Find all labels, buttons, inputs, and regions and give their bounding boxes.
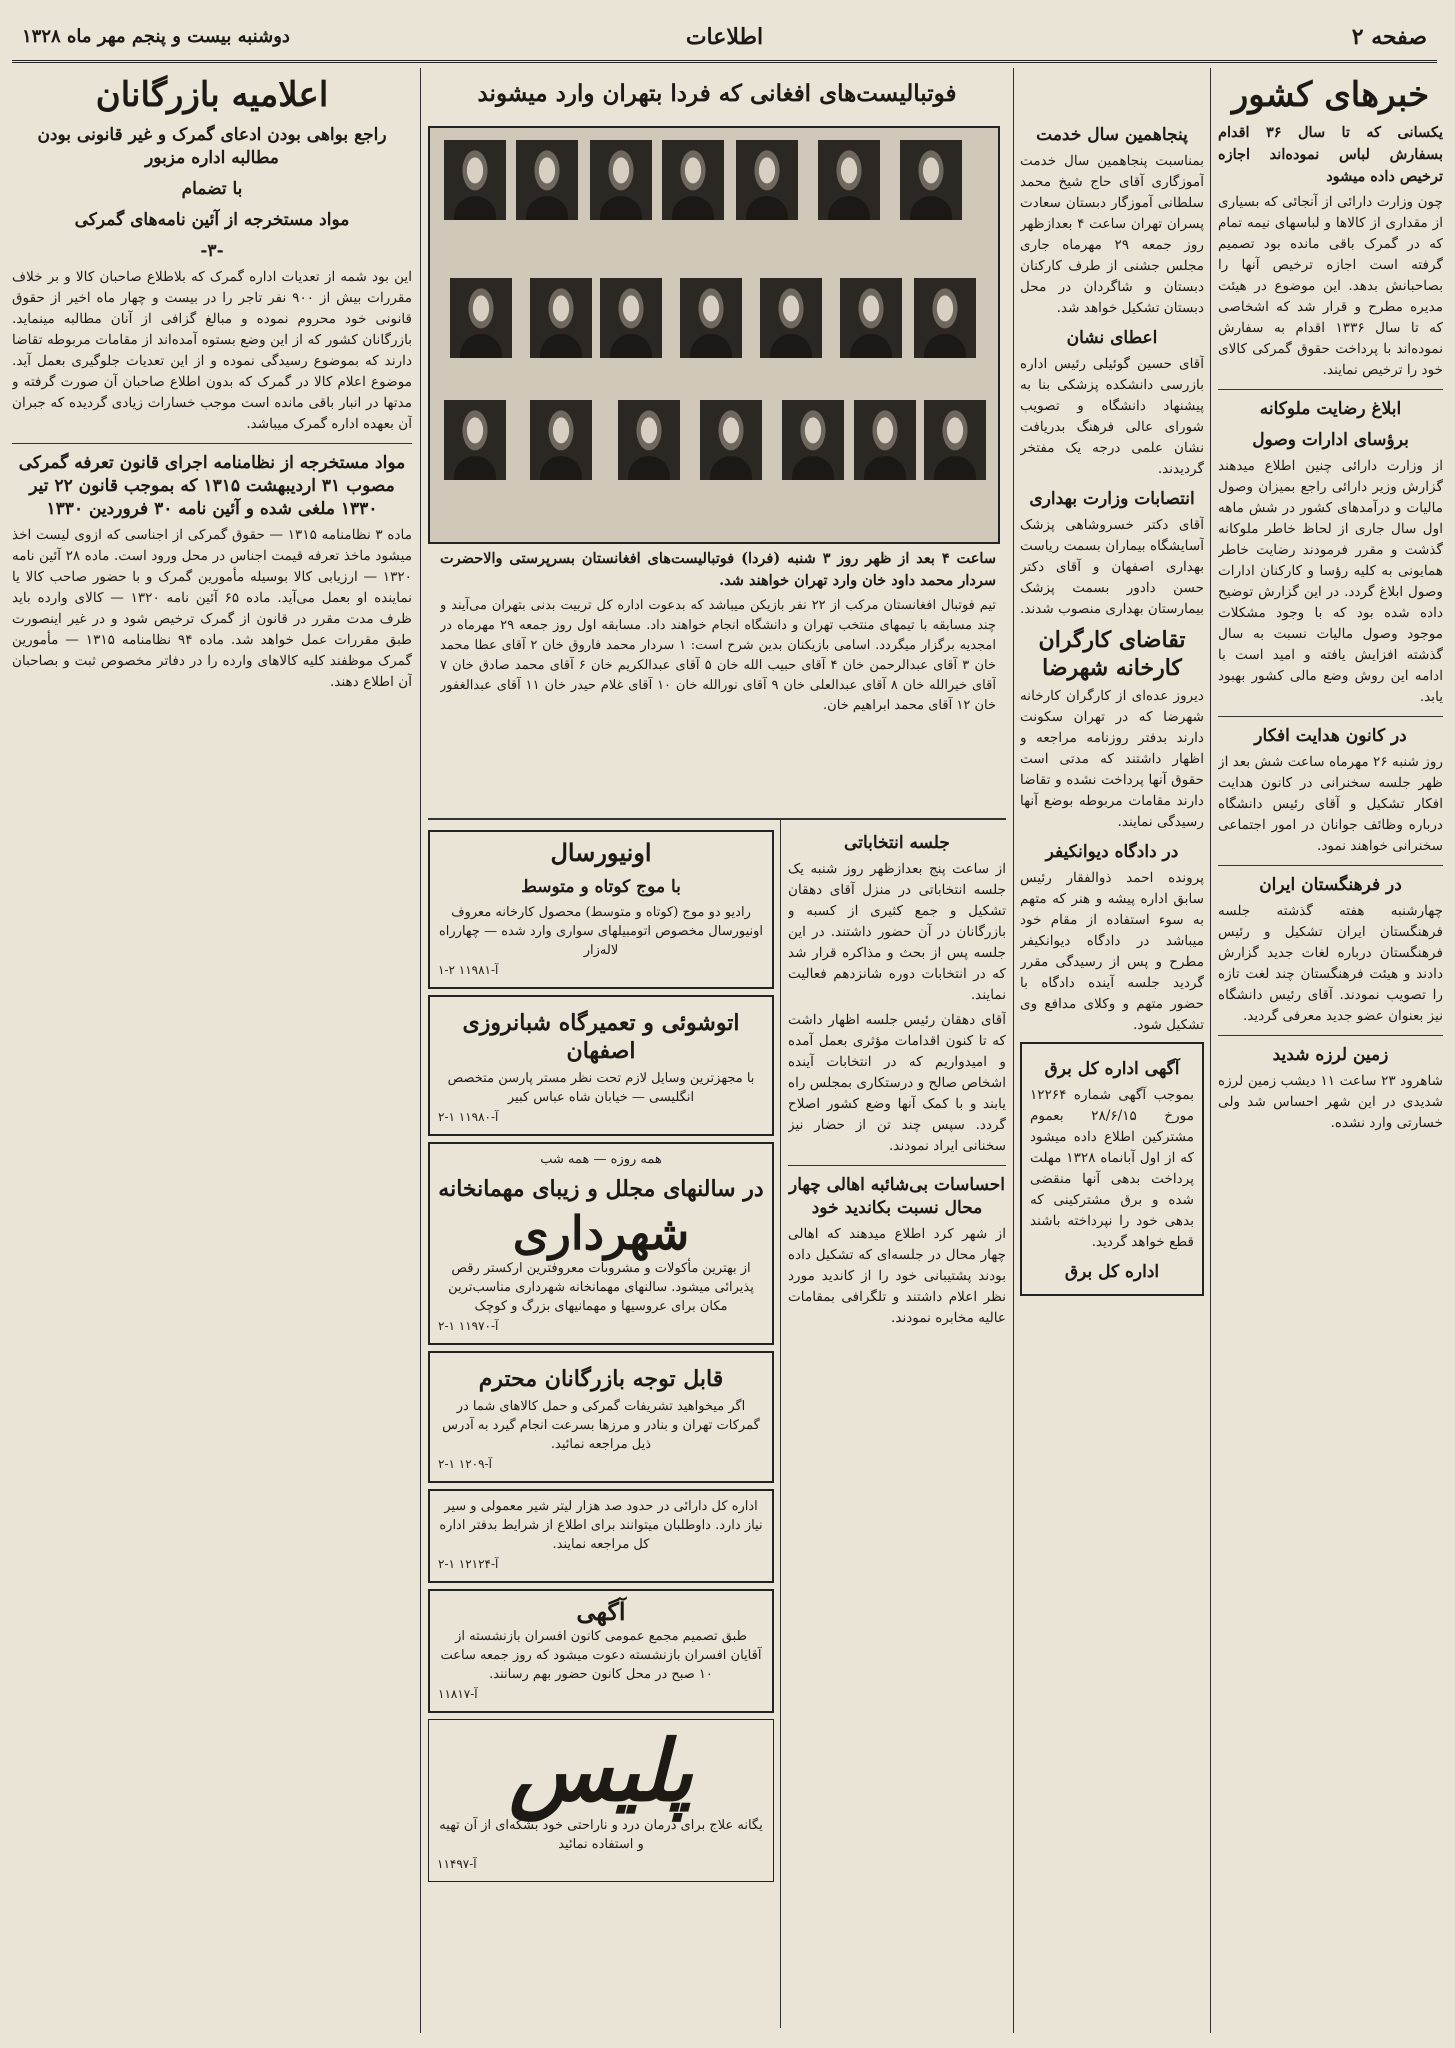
player-photo bbox=[736, 140, 798, 220]
article-body: ماده ۳ نظامنامه ۱۳۱۵ — حقوق گمرکی از اجناسی که ازوی لیست اخذ میشود ماخذ تعرفه قیمت اجناس در محل ورود است. ماده ۲۸ آئین نامه ۱۳۲۰ — ارزیابی کالا بوسیله مأمورین گمرک و با حضور صاحب کالا یا نماینده او بعمل می‌آید. ماده ۶۵ آئین نامه ۱۳۲۰ — کالای وارده باید ظرف مدت مقرر در قانون از گمرک ترخیص شود و در غیر اینصورت طبق مقررات عمل خواهد شد. ماده ۹۴ نظامنامه ۱۳۱۵ — مأمورین گمرک موظفند کلیه کالاهای وارده را در دفاتر مخصوص ثبت و بصاحبان آن اطلاع دهند. bbox=[12, 527, 412, 690]
headline: پنجاهمین سال خدمت bbox=[1036, 125, 1188, 145]
player-photo bbox=[516, 140, 578, 220]
player-photo bbox=[854, 400, 916, 480]
player-photo bbox=[450, 278, 512, 358]
article-body: از ساعت پنج بعدازظهر روز شنبه یک جلسه انتخاباتی در منزل آقای دهقان تشکیل و جمع کثیری از کسبه و بازرگانان در آن حضور داشتند. در این جلسه پس از بحث و مذاکره قرار شد که در انتخابات دوره شانزدهم فعالیت نمایند. bbox=[788, 861, 1006, 1003]
headline: احساسات بی‌شائبه اهالی چهار محال نسبت بکاندید خود bbox=[788, 1175, 1005, 1218]
ad-body: رادیو دو موج (کوتاه و متوسط) محصول کارخانه معروف اونیورسال مخصوص اتومبیلهای سواری وارد شده — چهارراه لاله‌زار bbox=[438, 905, 764, 958]
ad-title: اونیورسال bbox=[550, 838, 652, 867]
column-rule bbox=[1013, 68, 1014, 2033]
article-body: آقای حسین گوئیلی رئیس اداره بازرسی دانشکده پزشکی بنا به پیشنهاد دانشگاه و تصویب شورای عالی فرهنگ بدریافت نشان علمی درجه یک مفتخر گردیدند. bbox=[1020, 356, 1204, 477]
divider bbox=[1218, 1035, 1443, 1036]
feature-body bbox=[440, 548, 996, 810]
ad-body: طبق تصمیم مجمع عمومی کانون افسران بازنشسته از آقایان افسران بازنشسته دعوت میشود که روز جمعه ساعت ۱۰ صبح در محل کانون حضور بهم رسانند. bbox=[440, 1629, 762, 1682]
brand-ad bbox=[428, 1719, 774, 1882]
center-news-column bbox=[788, 824, 1006, 2024]
ad-code: ۱۱۴۹۷-آ bbox=[437, 1857, 477, 1871]
ads-column bbox=[428, 824, 774, 2024]
part-number: -۳- bbox=[200, 241, 224, 261]
ad-brand: شهرداری bbox=[512, 1206, 690, 1260]
notice-title: آگهی اداره کل برق bbox=[1044, 1059, 1180, 1079]
ad-body: اگر میخواهید تشریفات گمرکی و حمل کالاهای شما در گمرکات تهران و بنادر و مرزها بسرعت انجام گیرد به آدرس ذیل مراجعه نمائید. bbox=[442, 1399, 760, 1452]
ad-title: اتوشوئی و تعمیرگاه شبانروزی اصفهان bbox=[462, 1010, 740, 1064]
article-body: تیم فوتبال افغانستان مرکب از ۲۲ نفر بازیکن میباشد که بدعوت اداره کل تربیت بدنی بتهران می‌آیند و چند مسابقه با تیمهای منتخب تهران و دانشگاه انجام خواهند داد. مسابقه اول روز جمعه ۲۹ مهرماه در امجدیه برگزار میگردد. اسامی بازیکنان بدین شرح است: ۱ سردار محمد فاروق خان ۲ آقای عطا محمد خان ۳ آقای عبدالرحمن خان ۴ آقای حبیب الله خان ۵ آقای عبدالکریم خان ۶ آقای محمد صادق خان ۷ آقای خیرالله خان ۸ آقای عبدالعلی خان ۹ آقای نورالله خان ۱۰ آقای غلام حیدر خان ۱۱ آقای عبدالغفور خان ۱۲ آقای محمد ابراهیم خان. bbox=[440, 598, 996, 713]
ad-body: از بهترین مأکولات و مشروبات معروفترین ارکستر رقص پذیرائی میشود. سالنهای مهمانخانه شهرداری مناسب‌ترین مکان برای عروسیها و مهمانیهای بزرگ و کوچک bbox=[448, 1261, 754, 1314]
headline: زمین لرزه شدید bbox=[1272, 1045, 1389, 1065]
player-photo bbox=[530, 278, 592, 358]
section-title: خبرهای کشور bbox=[1231, 75, 1430, 115]
officers-notice bbox=[428, 1589, 774, 1713]
carwash-ad bbox=[428, 995, 774, 1136]
radio-ad bbox=[428, 830, 774, 989]
ad-title: آگهی bbox=[576, 1597, 626, 1626]
player-photo bbox=[924, 400, 986, 480]
divider bbox=[1218, 865, 1443, 866]
headline: یکسانی که تا سال ۳۶ اقدام بسفارش لباس نموده‌اند اجازه ترخیص داده میشود bbox=[1218, 124, 1443, 185]
headline: تقاضای کارگران کارخانه شهرضا bbox=[1038, 627, 1186, 681]
article-body: چون وزارت دارائی از آنجائی که بسیاری از مقداری از کالاها و لباسهای نیمه تمام که در گمرک باقی مانده بود تصمیم گرفته است اجازه ترخیص آنها را بصاحبانش بدهد. این موضوع در هیئت مدیره مطرح و قرار شد که اشخاصی که تا سال ۱۳۳۶ اقدام به سفارش نموده‌اند با پرداخت حقوق گمرکی کالای خود را ترخیص نمایند. bbox=[1218, 194, 1443, 378]
ad-body: اداره کل دارائی در حدود صد هزار لیتر شیر معمولی و سیر نیاز دارد. داوطلبان میتوانند برای اطلاع از شرایط بدفتر اداره کل مراجعه نمایند. bbox=[439, 1499, 763, 1552]
ad-code: ۲-۱ ۱۱۹۷۰-آ bbox=[438, 1319, 499, 1333]
ad-code: ۲-۱ ۱۲۰۹-آ bbox=[438, 1457, 492, 1471]
ad-body: با مجهزترین وسایل لازم تحت نظر مستر پارسن متخصص انگلیسی — خیابان شاه عباس کبیر bbox=[447, 1071, 755, 1105]
second-column bbox=[1020, 70, 1204, 2030]
article-body: این بود شمه از تعدیات اداره گمرک که بلاطلاع صاحبان کالا و بر خلاف مقررات بیش از ۹۰۰ نفر تاجر را در بیست و چهار ماه اخیر از حقوق قانونی خود محروم نموده و مبالغ گزافی از آنان مطالبه مینماید. بازرگانان کشور که از این وضع بستوه آمده‌اند از مقامات مربوطه تقاضا دارند که بموضوع رسیدگی نموده و از این تعدیات جلوگیری بعمل آید. موضوع اعلام کالا در گمرک که بدون اطلاع صاحبان آن صورت گرفته و مدتها در انبار باقی مانده است موجب خسارات زیادی گردیده که جبران آن بعهده اداره گمرک میباشد. bbox=[12, 269, 412, 432]
subheadline: با تضمام bbox=[181, 179, 243, 199]
player-photo bbox=[444, 140, 506, 220]
section-title: اعلامیه بازرگانان bbox=[95, 75, 329, 115]
section-heading: مواد مستخرجه از نظامنامه اجرای قانون تعرفه گمرکی مصوب ۳۱ اردیبهشت ۱۳۱۵ که بموجب قانون ۲۲ تیر ۱۳۳۰ ملغی شده و آئین نامه ۳۰ فروردین ۱۳۳۰ bbox=[18, 453, 406, 519]
divider bbox=[428, 818, 1006, 820]
article-body: از وزارت دارائی چنین اطلاع میدهند گزارش وزیر دارائی راجع بمیزان وصول مالیات و درآمدهای کشور در شش ماهه اول سال جاری از لحاظ خاطر ملوکانه گذشت و مقرر فرمودند رضایت خاطر همایونی به کلیه رؤسا و کارکنان ادارات وصول ابلاغ گردد. در این گزارش توضیح داده شده بود که با وجود مشکلات موجود وصول مالیات نسبت به سال گذشته افزایش یافته و امید است با ادامه این روش وضع مالی کشور بهبود یابد. bbox=[1218, 458, 1443, 705]
page-label: صفحه ۲ bbox=[1351, 24, 1427, 50]
date-line: دوشنبه بیست و پنجم مهر ماه ۱۳۲۸ bbox=[22, 26, 290, 47]
headline: در فرهنگستان ایران bbox=[1259, 875, 1402, 895]
article-body: از شهر کرد اطلاع میدهند که اهالی چهار محال در جلسه‌ای که تشکیل داده بودند پشتیبانی خود را از کاندید مورد نظر اعلام داشتند و تلگرافی بمقامات عالیه مخابره نمودند. bbox=[788, 1226, 1006, 1326]
subheadline: برؤسای ادارات وصول bbox=[1252, 430, 1409, 450]
team-photo-grid bbox=[428, 126, 1000, 544]
player-photo bbox=[818, 140, 880, 220]
player-photo bbox=[662, 140, 724, 220]
ad-code: ۱۱۸۱۷-آ bbox=[438, 1687, 478, 1701]
player-photo bbox=[444, 400, 506, 480]
article-body: چهارشنبه هفته گذشته جلسه فرهنگستان ایران تشکیل و رئیس فرهنگستان درباره لغات جدید گزارش دادند و هیئت فرهنگستان چند لغت تازه را تصویب نمودند. آقای رئیس دانشگاه نیز بعنوان عضو جدید معرفی گردید. bbox=[1218, 903, 1443, 1024]
right-column bbox=[1218, 70, 1443, 2030]
ad-code: ۲-۱ ۱۱۹۸۰-آ bbox=[438, 1110, 499, 1124]
divider bbox=[1218, 389, 1443, 390]
headline: اعطای نشان bbox=[1066, 328, 1158, 348]
article-body: آقای دهقان رئیس جلسه اظهار داشت که تا کنون اقدامات مؤثری بعمل آمده و امیدواریم که در انتخابات آینده اشخاص صالح و درستکاری بمجلس راه یابند و با کمک آنها وضع کشور اصلاح گردد. سپس چند تن از حضار نیز سخنانی ایراد نمودند. bbox=[788, 1012, 1006, 1154]
headline: جلسه انتخاباتی bbox=[844, 833, 950, 853]
article-body: دیروز عده‌ای از کارگران کارخانه شهرضا که در تهران سکونت دارند بدفتر روزنامه مراجعه و اظهار داشتند که مدتی است حقوق آنها پرداخت نشده و تقاضا دارند مقامات مربوطه بوضع آنها رسیدگی نمایند. bbox=[1020, 688, 1204, 830]
divider bbox=[1218, 716, 1443, 717]
headline: در دادگاه دیوانکیفر bbox=[1045, 842, 1179, 862]
column-rule bbox=[1210, 68, 1211, 2033]
article-body: شاهرود ۲۳ ساعت ۱۱ دیشب زمین لرزه شدیدی در این شهر احساس شد ولی خسارتی وارد نشده. bbox=[1218, 1073, 1443, 1131]
player-photo bbox=[530, 400, 592, 480]
player-photo bbox=[760, 278, 822, 358]
ad-code: ۲-۱ ۱۲۱۲۴-آ bbox=[438, 1557, 499, 1571]
headline: انتصابات وزارت بهداری bbox=[1029, 489, 1195, 509]
headline: در کانون هدایت افکار bbox=[1254, 726, 1407, 746]
player-photo bbox=[600, 278, 662, 358]
ad-body: یگانه علاج برای درمان درد و ناراحتی خود بشکه‌ای از آن تهیه و استفاده نمائید bbox=[439, 1818, 763, 1852]
article-body: پرونده احمد ذوالفقار رئیس سابق اداره پیشه و هنر که متهم به سوء استفاده از مقام خود میباشد در دادگاه دیوانکیفر مطرح و پس از رسیدگی مقرر گردید جلسه آینده دادگاه با حضور متهم و وکلای مدافع وی تشکیل شود. bbox=[1020, 870, 1204, 1033]
ad-title: در سالنهای مجلل و زیبای مهمانخانه bbox=[438, 1176, 764, 1202]
headline: ابلاغ رضایت ملوکانه bbox=[1259, 399, 1402, 419]
brand-logo: پلیس bbox=[509, 1721, 693, 1820]
player-photo bbox=[700, 400, 762, 480]
left-column bbox=[12, 70, 412, 2030]
feature-headline: فوتبالیست‌های افغانی که فردا بتهران وارد میشوند bbox=[477, 80, 957, 107]
player-photo bbox=[618, 400, 680, 480]
hotel-ad bbox=[428, 1142, 774, 1345]
subheadline: راجع بواهی بودن ادعای گمرک و غیر قانونی بودن مطالبه اداره مزبور bbox=[37, 125, 387, 168]
ad-tagline: همه روزه — همه شب bbox=[540, 1152, 662, 1167]
player-photo bbox=[900, 140, 962, 220]
ad-code: ۱-۲ ۱۱۹۸۱-آ bbox=[438, 963, 499, 977]
subheadline: مواد مستخرجه از آئین نامه‌های گمرکی bbox=[74, 210, 350, 230]
article-body: روز شنبه ۲۶ مهرماه ساعت شش بعد از ظهر جلسه سخنرانی در کانون هدایت افکار تشکیل و آقای رئیس دانشگاه درباره وظائف جوانان در امور اجتماعی سخنرانی خواهند نمود. bbox=[1218, 754, 1443, 854]
player-photo bbox=[680, 278, 742, 358]
ad-subtitle: با موج کوتاه و متوسط bbox=[521, 877, 681, 897]
divider bbox=[788, 1165, 1006, 1166]
divider bbox=[12, 443, 412, 444]
article-body: آقای دکتر خسروشاهی پزشک آسایشگاه بیماران بسمت ریاست بهداری اصفهان و آقای دکتر حسن دادور بسمت پزشک بیمارستان بهداری منصوب شدند. bbox=[1020, 517, 1204, 617]
ad-title: قابل توجه بازرگانان محترم bbox=[478, 1366, 724, 1392]
notice-signature: اداره کل برق bbox=[1064, 1262, 1160, 1282]
article-body: بمناسبت پنجاهمین سال خدمت آموزگاری آقای حاج شیخ محمد سلطانی آموزگار دبستان سعادت پسران تهران ساعت ۴ بعدازظهر روز جمعه ۲۹ مهرماه جاری مجلس جشنی از طرف کارکنان دبستان و شاگردان در محل دبستان تشکیل خواهد شد. bbox=[1020, 153, 1204, 316]
player-photo bbox=[914, 278, 976, 358]
column-rule bbox=[420, 68, 421, 2033]
player-photo bbox=[782, 400, 844, 480]
photo-caption: ساعت ۴ بعد از ظهر روز ۳ شنبه (فردا) فوتبالیست‌های افغانستان بسرپرستی والاحضرت سردار محمد داود خان وارد تهران خواهند شد. bbox=[440, 550, 996, 589]
player-photo bbox=[590, 140, 652, 220]
newspaper-name: اطلاعات bbox=[685, 24, 764, 50]
player-photo bbox=[840, 278, 902, 358]
column-rule bbox=[780, 818, 781, 2028]
masthead bbox=[12, 18, 1437, 63]
customs-agent-ad bbox=[428, 1351, 774, 1483]
notice-body: بموجب آگهی شماره ۱۲۲۶۴ مورخ ۲۸/۶/۱۵ بعموم مشترکین اطلاع داده میشود که از اول آبانماه ۱۳۲۸ مهلت پرداخت بدهی آنها منقضی شده و برق مشترکینی که بدهی خود را نپرداخته باشند قطع خواهد گردید. bbox=[1030, 1087, 1195, 1250]
government-notice bbox=[428, 1489, 774, 1583]
notice-box bbox=[1020, 1042, 1204, 1296]
